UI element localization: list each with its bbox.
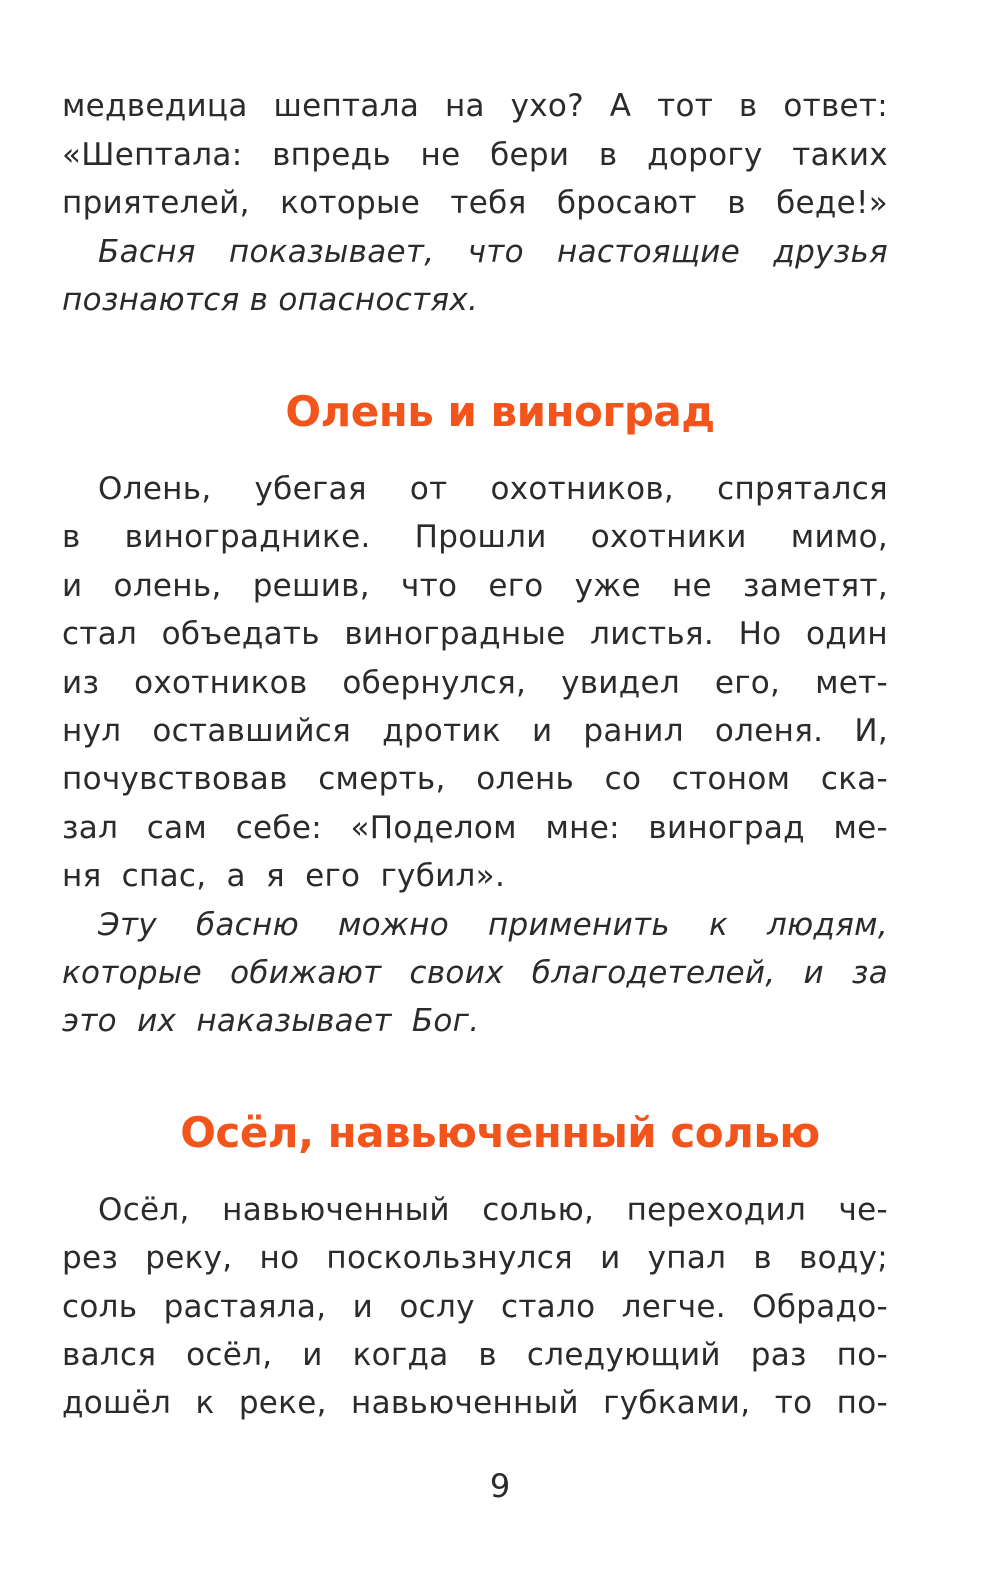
page-number: 9 [489,1467,511,1505]
text-line: вался осёл, и когда в следующий раз по- [62,1337,888,1373]
text-line: Олень, убегая от охотников, спрятался [98,471,888,507]
fable-title: Олень и виноград [285,387,715,436]
text-line: рез реку, но поскользнулся и упал в воду; [62,1240,888,1276]
text-line: стал объедать виноградные листья. Но один [62,616,888,652]
text-line: дошёл к реке, навьюченный губками, то по- [62,1385,888,1421]
text-line: «Шептала: впредь не бери в дорогу таких [62,137,888,173]
moral-line: это их наказывает Бог. [62,1003,480,1039]
text-line: зал сам себе: «Поделом мне: виноград ме- [62,810,888,846]
text-line: медведица шептала на ухо? А тот в ответ: [62,88,888,124]
text-line: и олень, решив, что его уже не заметят, [62,568,888,604]
text-line: почувствовав смерть, олень со стоном ска- [62,761,888,797]
fable-title: Осёл, навьюченный солью [180,1108,820,1157]
text-line: соль растаяла, и ослу стало легче. Обрадо- [62,1289,888,1325]
moral-line: которые обижают своих благодетелей, и за [62,955,888,991]
text-line: из охотников обернулся, увидел его, мет- [62,665,888,701]
moral-line: Басня показывает, что настоящие друзья [98,234,888,270]
moral-line: Эту басню можно применить к людям, [98,907,888,943]
text-line: Осёл, навьюченный солью, переходил че- [98,1192,888,1228]
text-line: в винограднике. Прошли охотники мимо, [62,519,888,555]
text-line: нул оставшийся дротик и ранил оленя. И, [62,713,888,749]
text-line: приятелей, которые тебя бросают в беде!» [62,185,888,221]
moral-line: познаются в опасностях. [62,282,479,318]
text-line: ня спас, а я его губил». [62,858,506,894]
